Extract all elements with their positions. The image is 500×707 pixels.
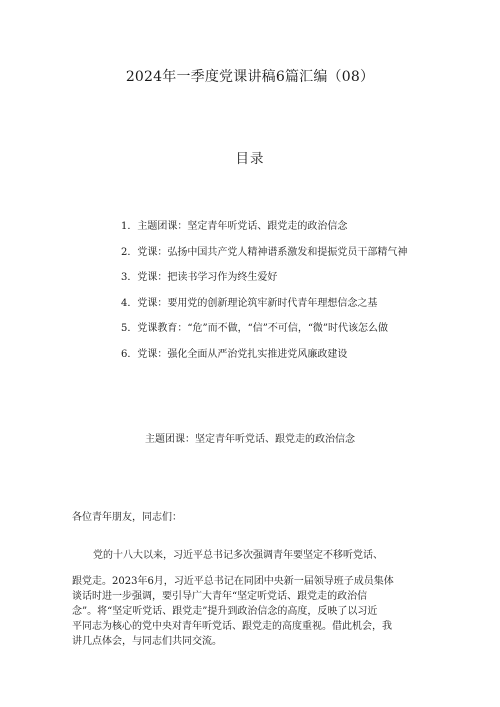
toc-item-number: 2．	[121, 246, 138, 258]
toc-item-number: 6．	[121, 348, 138, 360]
toc-heading: 目录	[235, 151, 265, 167]
paragraph-line: 念”。将“坚定听党话、跟党走”提升到政治信念的高度，反映了以习近	[72, 606, 378, 617]
toc-item-text: 党课：弘扬中国共产党人精神谱系激发和提振党员干部精气神	[137, 246, 408, 258]
document-title: 2024年一季度党课讲稿6篇汇编（08）	[125, 69, 375, 85]
toc-item-text: 党课：强化全面从严治党扎实推进党风廉政建设	[137, 348, 348, 360]
toc-item	[121, 219, 481, 245]
table-of-contents	[121, 219, 481, 373]
paragraph-line: 平同志为核心的党中央对青年听党话、跟党走的高度重视。借此机会，我	[72, 621, 392, 632]
paragraph-body	[72, 574, 444, 649]
toc-item	[121, 245, 481, 271]
toc-item-text: 主题团课：坚定青年听党话、跟党走的政治信念	[137, 221, 348, 232]
toc-item-number: 5．	[121, 323, 138, 335]
greeting-line: 各位青年朋友，同志们：	[72, 512, 182, 523]
toc-item-number: 1．	[121, 221, 138, 232]
toc-item	[121, 347, 481, 373]
section-title: 主题团课：坚定青年听党话、跟党走的政治信念	[145, 434, 355, 445]
toc-item	[121, 296, 481, 322]
paragraph-line: 讲几点体会，与同志们共同交流。	[72, 636, 222, 647]
toc-item-text: 党课：把读书学习作为终生爱好	[137, 272, 278, 284]
paragraph-line: 跟党走。2023年6月，习近平总书记在同团中央新一届领导班子成员集体	[72, 576, 394, 587]
paragraph-first-line: 党的十八大以来，习近平总书记多次强调青年要坚定不移听党话、	[93, 550, 383, 561]
toc-item-number: 4．	[121, 297, 138, 309]
toc-item-number: 3．	[121, 272, 138, 284]
toc-item	[121, 321, 481, 347]
toc-item	[121, 270, 481, 296]
paragraph-line: 谈话时进一步强调，要引导广大青年“坚定听党话、跟党走的政治信	[72, 591, 368, 602]
toc-item-text: 党课教育：“危”而不做，“信”不可信，“微”时代该怎么做	[137, 323, 389, 335]
toc-item-text: 党课：要用党的创新理论筑牢新时代青年理想信念之基	[137, 297, 378, 309]
